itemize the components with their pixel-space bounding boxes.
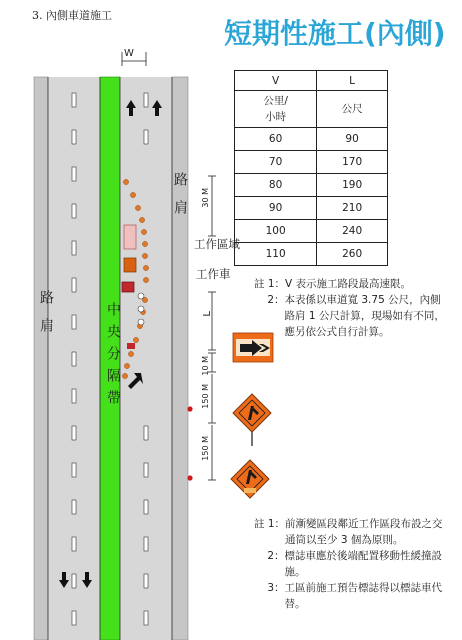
crash-cushion bbox=[127, 343, 135, 349]
table-cell: 90 bbox=[317, 128, 388, 151]
table-row bbox=[235, 151, 388, 174]
note-number: 2： bbox=[254, 294, 285, 306]
work-zone-box bbox=[124, 225, 136, 249]
median-label: 中央分隔帶 bbox=[105, 302, 121, 412]
lane-dash bbox=[144, 574, 148, 588]
lane-dash bbox=[72, 241, 76, 255]
table-row bbox=[235, 128, 388, 151]
lane-dash bbox=[72, 611, 76, 625]
note-item bbox=[254, 516, 450, 548]
note-text: V 表示施工路段最高速限。 bbox=[285, 278, 412, 290]
table-unit-l: 公尺 bbox=[317, 91, 388, 128]
table-cell: 90 bbox=[235, 197, 317, 220]
section-title: 3. 內側車道施工 bbox=[32, 9, 112, 22]
lane-dash bbox=[144, 426, 148, 440]
table-row bbox=[235, 220, 388, 243]
table-header-row bbox=[235, 71, 388, 91]
speed-length-table bbox=[234, 70, 388, 266]
lane-dash bbox=[72, 463, 76, 477]
distance-10m: 10 M bbox=[201, 356, 210, 376]
note-item bbox=[254, 276, 450, 292]
lane-dash bbox=[72, 426, 76, 440]
distance-150m-1: 150 M bbox=[201, 384, 210, 409]
table-row bbox=[235, 197, 388, 220]
distance-30m: 30 M bbox=[201, 188, 210, 208]
work-zone-label: 工作區域 bbox=[194, 237, 240, 251]
table-cell: 240 bbox=[317, 220, 388, 243]
sign-marker-1 bbox=[187, 406, 192, 411]
table-cell: 260 bbox=[317, 243, 388, 266]
note-number: 註 1： bbox=[254, 278, 286, 290]
note-item bbox=[254, 292, 450, 340]
note-text: 標誌車應於後端配置移動性緩撞設施。 bbox=[284, 550, 443, 578]
left-shoulder bbox=[34, 77, 48, 640]
table-row bbox=[235, 243, 388, 266]
lane-dash bbox=[72, 204, 76, 218]
lane-dash bbox=[72, 167, 76, 181]
dimension-lines bbox=[208, 176, 216, 480]
unit-v-text: 公里/ 小時 bbox=[263, 95, 288, 123]
distance-l: L bbox=[202, 311, 213, 317]
lane-dash bbox=[72, 574, 76, 588]
table-row bbox=[235, 174, 388, 197]
note-item bbox=[254, 548, 450, 580]
lane-dash bbox=[72, 315, 76, 329]
lane-dash bbox=[72, 352, 76, 366]
notes-bottom bbox=[254, 516, 450, 612]
table-cell: 100 bbox=[235, 220, 317, 243]
main-title: 短期性施工(內側) bbox=[224, 17, 446, 50]
table-cell: 70 bbox=[235, 151, 317, 174]
note-item bbox=[254, 580, 450, 612]
sign-vehicle bbox=[122, 282, 134, 292]
table-cell: 110 bbox=[235, 243, 317, 266]
table-cell: 190 bbox=[317, 174, 388, 197]
table-header-v: V bbox=[235, 71, 317, 91]
lane-dash bbox=[144, 611, 148, 625]
work-vehicle-label: 工作車 bbox=[196, 267, 231, 281]
lane-dash bbox=[72, 389, 76, 403]
table-unit-v bbox=[235, 91, 317, 128]
lane-dash bbox=[72, 537, 76, 551]
table-cell: 80 bbox=[235, 174, 317, 197]
note-text: 本表係以車道寬 3.75 公尺，內側路肩 1 公尺計算，現場如有不同，應另依公式自行計算。 bbox=[284, 294, 445, 338]
note-text: 工區前施工預告標誌得以標誌車代替。 bbox=[284, 582, 443, 610]
right-shoulder bbox=[172, 77, 188, 640]
lane-dash bbox=[144, 537, 148, 551]
right-shoulder-label: 路肩 bbox=[172, 172, 188, 228]
right-lanes bbox=[120, 77, 172, 640]
lane-dash bbox=[144, 130, 148, 144]
notes-top bbox=[254, 276, 450, 340]
warning-sign-2 bbox=[231, 460, 269, 498]
lane-dash bbox=[72, 130, 76, 144]
left-shoulder-label: 路肩 bbox=[38, 290, 54, 346]
lane-dash bbox=[72, 93, 76, 107]
table-header-l: L bbox=[317, 71, 388, 91]
width-label: W bbox=[124, 48, 134, 59]
table-unit-row bbox=[235, 91, 388, 128]
table-cell: 60 bbox=[235, 128, 317, 151]
lane-dash bbox=[144, 463, 148, 477]
lane-dash bbox=[144, 500, 148, 514]
sign-marker-2 bbox=[187, 475, 192, 480]
note-number: 2： bbox=[254, 550, 285, 562]
note-number: 3： bbox=[254, 582, 285, 594]
distance-150m-2: 150 M bbox=[201, 436, 210, 461]
table-cell: 170 bbox=[317, 151, 388, 174]
note-number: 註 1： bbox=[254, 518, 286, 530]
work-vehicle bbox=[124, 258, 136, 272]
warning-sign-1 bbox=[233, 394, 271, 446]
lane-dash bbox=[144, 93, 148, 107]
lane-dash bbox=[72, 500, 76, 514]
table-cell: 210 bbox=[317, 197, 388, 220]
note-text: 前漸變區段鄰近工作區段布設之交通筒以至少 3 個為原則。 bbox=[285, 518, 443, 546]
lane-dash bbox=[72, 278, 76, 292]
